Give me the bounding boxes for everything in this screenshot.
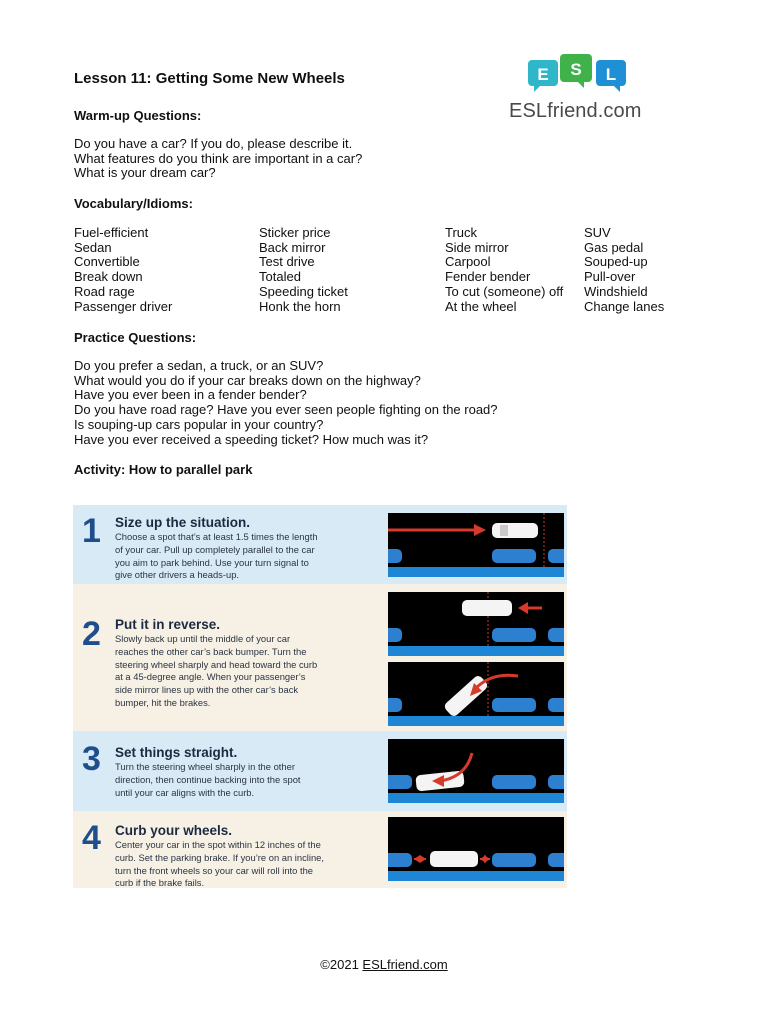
- vocab-item: Sedan: [74, 239, 112, 255]
- step-line: turn the front wheels so your car will roll into the: [115, 864, 314, 876]
- step-line: give other drivers a heads-up.: [115, 569, 240, 581]
- practice-question: Have you ever been in a fender bender?: [74, 387, 307, 403]
- your-car: [492, 523, 538, 538]
- step-line: Slowly back up until the middle of your car: [115, 633, 291, 644]
- step-line: direction, then continue backing into the spot: [115, 773, 301, 785]
- parked-car: [548, 698, 564, 712]
- logo-letter-s: S: [570, 60, 582, 79]
- parked-car: [548, 628, 564, 642]
- parked-car: [388, 775, 412, 789]
- step-1-diagram: [388, 513, 564, 577]
- vocab-item: Change lanes: [584, 298, 665, 314]
- parked-car: [388, 698, 402, 712]
- parked-car: [548, 853, 564, 867]
- vocab-item: Honk the horn: [259, 298, 341, 314]
- vocab-item: SUV: [584, 225, 611, 240]
- practice-heading: Practice Questions:: [74, 330, 197, 345]
- vocab-item: Truck: [445, 225, 478, 240]
- vocab-item: Pull-over: [584, 269, 636, 285]
- parked-car: [548, 549, 564, 563]
- step-text: [115, 633, 367, 710]
- logo-text: ESLfriend.com: [509, 100, 642, 122]
- vocab-item: Speeding ticket: [259, 283, 348, 299]
- practice-questions: [74, 359, 498, 447]
- practice-question: What would you do if your car breaks down on the highway?: [74, 372, 421, 388]
- step-title: Size up the situation.: [115, 515, 251, 530]
- step-text: [115, 761, 367, 799]
- parked-car: [492, 549, 536, 563]
- step-line: at a 45-degree angle. When your passenger’s: [115, 671, 306, 683]
- arrow-icon: [474, 524, 486, 536]
- step-line: of your car. Pull up completely parallel to the car: [115, 543, 315, 555]
- step-number: 4: [82, 819, 101, 857]
- parked-car: [388, 628, 402, 642]
- step-3: [73, 731, 567, 811]
- page-title: Lesson 11: Getting Some New Wheels: [74, 70, 345, 87]
- vocab-item: To cut (someone) off: [445, 283, 564, 299]
- vocab-item: Side mirror: [445, 239, 509, 255]
- step-2b-diagram: [388, 662, 564, 726]
- vocab-item: Fender bender: [445, 269, 531, 285]
- warmup-question: Do you have a car? If you do, please describe it.: [74, 136, 353, 151]
- vocab-item: Fuel-efficient: [74, 225, 149, 240]
- step-line: reaches the other car’s back bumper. Turn the: [115, 645, 307, 657]
- parked-car: [492, 698, 536, 712]
- step-3-diagram: [388, 739, 564, 803]
- step-number: 2: [82, 615, 101, 653]
- vocab-item: Passenger driver: [74, 298, 173, 314]
- parked-car: [548, 775, 564, 789]
- vocab-column-3: [445, 226, 563, 314]
- practice-question: Have you ever received a speeding ticket? How much was it?: [74, 431, 429, 447]
- parked-car: [492, 853, 536, 867]
- step-2a-diagram: [388, 592, 564, 656]
- vocab-item: Windshield: [584, 283, 648, 299]
- footer: [0, 957, 768, 972]
- vocab-column-2: [259, 226, 348, 314]
- parked-car: [388, 853, 412, 867]
- vocab-column-1: [74, 226, 172, 314]
- step-line: steering wheel sharply and head toward the curb: [115, 658, 318, 670]
- warmup-questions: [74, 137, 362, 181]
- your-car: [443, 674, 489, 718]
- curb: [388, 567, 564, 577]
- arrow-icon: [484, 855, 490, 863]
- step-line: you aim to park behind. Use your turn signal to: [115, 556, 309, 568]
- step-line: curb. Set the parking brake. If you’re on an incline,: [115, 851, 324, 863]
- vocab-item: Convertible: [74, 254, 140, 270]
- step-line: Center your car in the spot within 12 inches of the: [115, 839, 321, 850]
- step-1: [73, 505, 567, 584]
- step-line: bumper, hit the brakes.: [115, 696, 211, 708]
- practice-question: Do you have road rage? Have you ever seen people fighting on the road?: [74, 402, 498, 418]
- vocab-item: At the wheel: [445, 298, 517, 314]
- step-2: [73, 584, 567, 731]
- step-title: Curb your wheels.: [115, 823, 233, 838]
- warmup-heading: Warm-up Questions:: [74, 108, 202, 123]
- parallel-park-infographic: [73, 505, 567, 888]
- step-line: curb if the brake fails.: [115, 877, 205, 889]
- practice-question: Do you prefer a sedan, a truck, or an SUV?: [74, 358, 324, 373]
- footer-link[interactable]: ESLfriend.com: [362, 957, 448, 972]
- logo-letter-l: L: [605, 65, 617, 84]
- step-title: Set things straight.: [115, 745, 238, 760]
- vocab-item: Test drive: [259, 254, 315, 270]
- parked-car: [492, 628, 536, 642]
- vocab-column-4: [584, 226, 664, 314]
- warmup-question: What is your dream car?: [74, 165, 216, 181]
- vocab-item: Souped-up: [584, 254, 648, 270]
- step-number: 3: [82, 740, 101, 778]
- arrow-icon: [414, 855, 420, 863]
- vocab-item: Break down: [74, 269, 143, 285]
- parked-car: [388, 549, 402, 563]
- vocab-item: Back mirror: [259, 239, 326, 255]
- your-car: [430, 851, 478, 867]
- vocabulary-heading: Vocabulary/Idioms:: [74, 196, 193, 211]
- footer-copyright: ©2021: [320, 957, 363, 972]
- step-4: [73, 811, 567, 888]
- vocab-item: Carpool: [445, 254, 491, 270]
- step-text: [115, 839, 367, 890]
- warmup-question: What features do you think are important in a car?: [74, 150, 363, 166]
- arrow-icon: [518, 602, 528, 614]
- step-text: [115, 531, 367, 582]
- practice-question: Is souping-up cars popular in your country?: [74, 416, 324, 432]
- arrow-icon: [420, 855, 426, 863]
- step-line: Choose a spot that’s at least 1.5 times the length: [115, 531, 318, 542]
- parked-car: [492, 775, 536, 789]
- step-number: 1: [82, 512, 101, 550]
- vocab-item: Gas pedal: [584, 239, 644, 255]
- your-car: [462, 600, 512, 616]
- activity-heading: Activity: How to parallel park: [74, 462, 253, 477]
- vocab-item: Totaled: [259, 269, 301, 285]
- step-line: Turn the steering wheel sharply in the other: [115, 761, 295, 772]
- step-line: until your car aligns with the curb.: [115, 786, 255, 798]
- step-title: Put it in reverse.: [115, 617, 221, 632]
- step-4-diagram: [388, 817, 564, 881]
- step-line: side mirror lines up with the other car’s back: [115, 684, 299, 696]
- vocab-item: Road rage: [74, 283, 135, 299]
- logo-letter-e: E: [537, 65, 549, 84]
- vocab-item: Sticker price: [259, 225, 331, 240]
